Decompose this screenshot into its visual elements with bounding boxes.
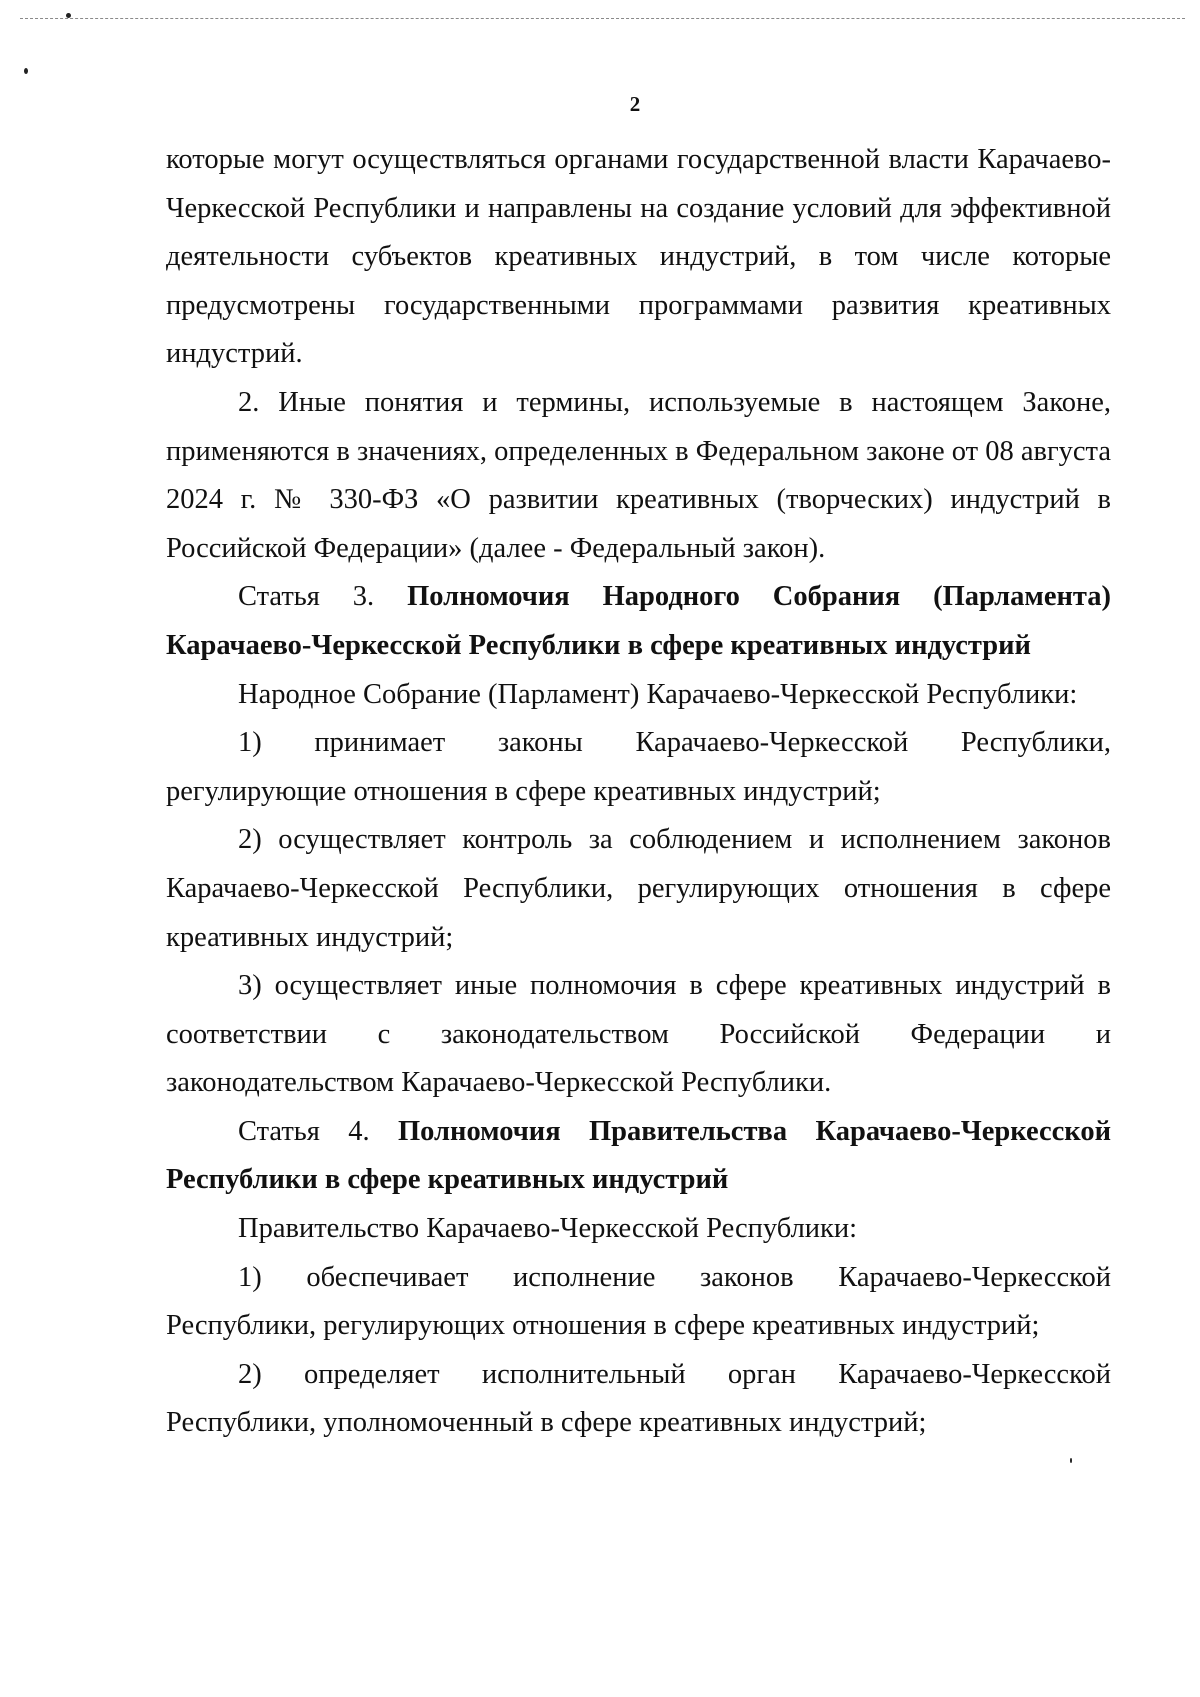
scan-speck [24,68,28,74]
scan-speck [1070,1458,1072,1463]
paragraph-clause-2: 2. Иные понятия и термины, используемые в настоящем Законе, применяются в значениях, определенных в Федеральном законе от 08 августа 2024 г. № 330-ФЗ «О развитии креативных (творческих) индустрий в Российской Федерации» (далее - Федеральный закон). [166,386,1111,564]
article-3-intro: Народное Собрание (Парламент) Карачаево-Черкесской Республики: [238,678,1078,710]
article-4-heading: Полномочия Правительства Карачаево-Черкесской Республики в сфере креативных индустрий [166,1115,1111,1196]
document-body [166,136,1111,1448]
article-3-item: 3) осуществляет иные полномочия в сфере креативных индустрий в соответствии с законодательством Российской Федерации и законодательством Карачаево-Черкесской Республики. [166,970,1111,1099]
paragraph-continuation: которые могут осуществляться органами государственной власти Карачаево-Черкесской Республики и направлены на создание условий для эффективной деятельности субъектов креативных индустрий, в том числе которые предусмотрены государственными программами развития креативных индустрий. [166,144,1111,370]
scan-speck [66,13,71,18]
article-4-title [166,1108,1111,1205]
article-3-item: 1) принимает законы Карачаево-Черкесской Республики, регулирующие отношения в сфере креативных индустрий; [166,727,1111,807]
article-4-label: Статья 4. [238,1115,370,1147]
article-4-item: 2) определяет исполнительный орган Карачаево-Черкесской Республики, уполномоченный в сфере креативных индустрий; [166,1358,1111,1439]
article-3-heading: Полномочия Народного Собрания (Парламента) Карачаево-Черкесской Республики в сфере креативных индустрий [166,581,1111,661]
article-4-intro: Правительство Карачаево-Черкесской Республики: [238,1213,858,1245]
page-number: 2 [629,92,641,116]
article-3-title [166,573,1111,670]
scan-top-edge [20,18,1185,19]
article-3-item: 2) осуществляет контроль за соблюдением и исполнением законов Карачаево-Черкесской Республики, регулирующих отношения в сфере креативных индустрий; [166,824,1111,953]
article-4-item: 1) обеспечивает исполнение законов Карачаево-Черкесской Республики, регулирующих отношения в сфере креативных индустрий; [166,1261,1111,1342]
article-3-label: Статья 3. [238,581,375,613]
